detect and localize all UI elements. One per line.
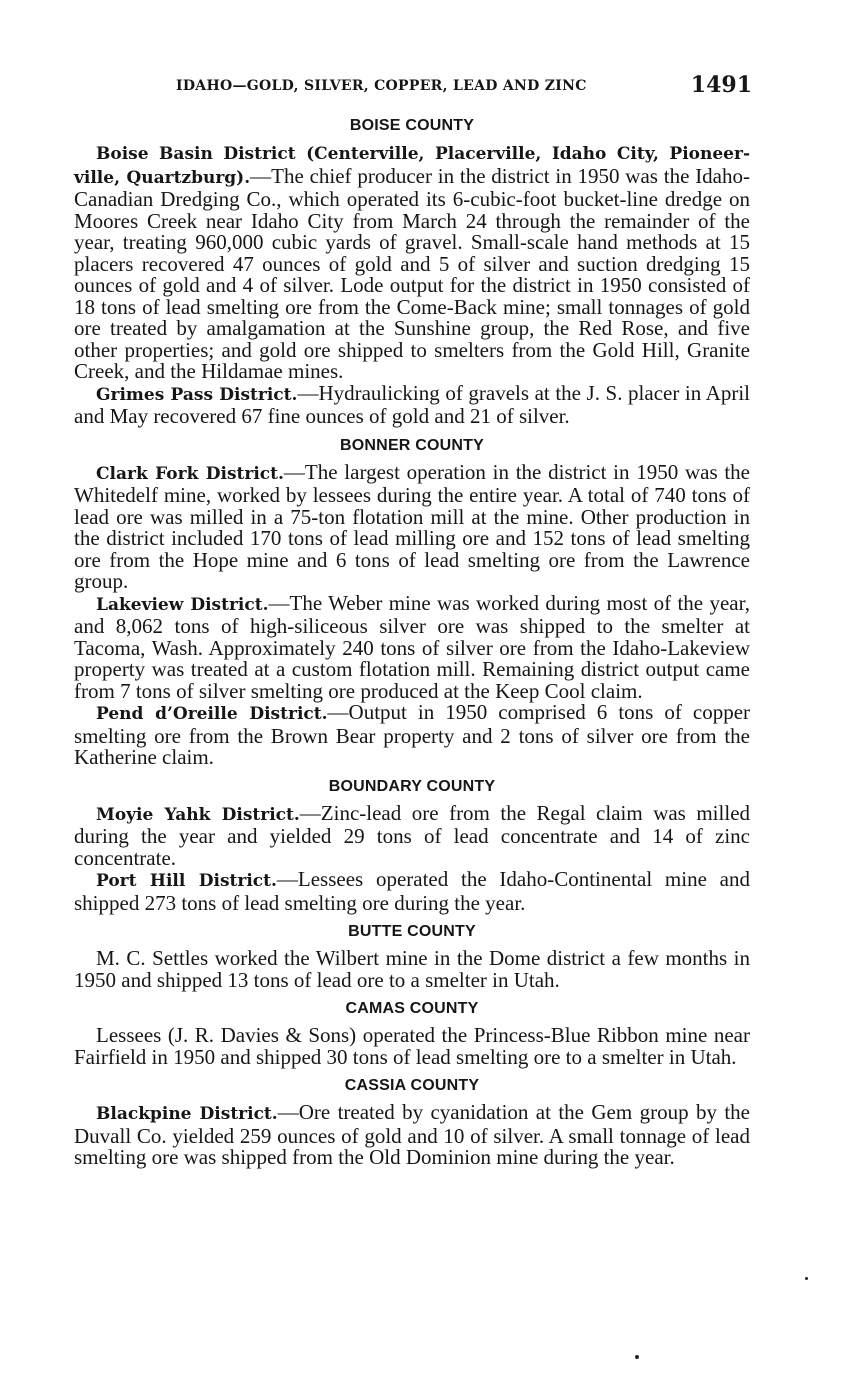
paragraph-text: —Lessees operated the Idaho-Continental mine and shipped 273 tons of lead smelting ore during the year. — [74, 867, 750, 915]
paragraph-text: —Hydraulicking of gravels at the J. S. placer in April and May recovered 67 fine ounces of gold and 21 of silver. — [74, 380, 750, 428]
section-butte-county — [74, 922, 750, 991]
district-name: Grimes Pass District. — [96, 384, 298, 405]
body-paragraph — [74, 948, 750, 991]
section-heading: CASSIA COUNTY — [344, 1077, 480, 1094]
district-name: Pend d’Oreille District. — [96, 704, 328, 724]
district-paragraph — [74, 590, 750, 703]
paragraph-text: —Ore treated by cyanidation at the Gem group by the Duvall Co. yielded 259 ounces of gold and 10 of silver. A small tonnage of lead smelting ore was shipped from the Old Dominion mine during the year. — [74, 1100, 750, 1169]
paragraph-text: —Zinc-lead ore from the Regal claim was milled during the year and yielded 29 tons of lead concentrate and 14 of zinc concentrate. — [74, 800, 751, 870]
section-boise-county — [74, 116, 750, 428]
section-heading: BUTTE COUNTY — [348, 923, 476, 940]
district-paragraph — [74, 869, 750, 914]
running-head: IDAHO—GOLD, SILVER, COPPER, LEAD AND ZINC — [176, 78, 587, 94]
section-cassia-county — [74, 1076, 750, 1169]
scan-speck — [805, 1277, 808, 1280]
district-name: Clark Fork District. — [96, 463, 284, 484]
district-paragraph — [74, 800, 751, 870]
body-paragraph — [74, 1025, 750, 1068]
district-name: Boise Basin District (Centerville, Placerville, Idaho City, Pioneer-ville, Quartzburg). — [74, 144, 750, 188]
paragraph-text: Lessees (J. R. Davies & Sons) operated the Princess-Blue Ribbon mine near Fairfield in 1950 and shipped 30 tons of lead smelting ore to a smelter in Utah. — [74, 1023, 750, 1069]
district-paragraph — [74, 459, 751, 593]
page-number: 1491 — [690, 72, 752, 98]
district-name: Port Hill District. — [96, 871, 277, 891]
paragraph-text: M. C. Settles worked the Wilbert mine in the Dome district a few months in 1950 and shipped 13 tons of lead ore to a smelter in Utah. — [74, 946, 750, 992]
district-paragraph — [74, 142, 750, 383]
paragraph-text: —The largest operation in the district in 1950 was the Whitedelf mine, worked by lessees during the entire year. A total of 740 tons of lead ore was milled in a 75-ton flotation mill at the mine. Other production in the district included 170 tons of lead milling ore and 152 tons of lead smelting ore from the Hope mine and 6 tons of lead smelting ore from the Lawrence group. — [74, 459, 751, 593]
section-heading: BOUNDARY COUNTY — [328, 777, 496, 795]
district-name: Moyie Yahk District. — [96, 804, 300, 825]
section-bonner-county — [74, 436, 750, 769]
paragraph-text: —The Weber mine was worked during most of the year, and 8,062 tons of high-siliceous silver ore was shipped to the smelter at Tacoma, Wash. Approximately 240 tons of silver ore from the Idaho-Lakeview property was treated at a custom flotation mill. Remaining district output came from 7 tons of silver smelting ore produced at the Keep Cool claim. — [74, 590, 750, 703]
page-body — [74, 116, 750, 1169]
section-heading: BOISE COUNTY — [349, 117, 475, 134]
district-name: Lakeview District. — [96, 594, 269, 615]
paragraph-text: —Output in 1950 comprised 6 tons of copper smelting ore from the Brown Bear property and 2 tons of silver ore from the Katherine claim. — [74, 700, 751, 769]
section-camas-county — [74, 999, 750, 1068]
district-paragraph — [74, 702, 750, 769]
district-paragraph — [74, 380, 750, 428]
section-heading: CAMAS COUNTY — [345, 1000, 479, 1017]
scan-speck — [635, 1355, 639, 1359]
page-header — [72, 72, 752, 104]
paragraph-text: —The chief producer in the district in 1950 was the Idaho-Canadian Dredging Co., which operated its 6-cubic-foot bucket-line dredge on Moores Creek near Idaho City from March 24 through the remainder of the year, treating 960,000 cubic yards of gravel. Small-scale hand methods at 15 placers recovered 47 ounces of gold and 5 of silver and suction dredging 15 ounces of gold and 4 of silver. Lode output for the district in 1950 consisted of 18 tons of lead smelting ore from the Come-Back mine; small tonnages of gold ore treated by amalgamation at the Sunshine group, the Red Rose, and five other properties; and gold ore shipped to smelters from the Gold Hill, Granite Creek, and the Hildamae mines. — [74, 163, 750, 383]
district-paragraph — [74, 1102, 750, 1169]
district-name: Blackpine District. — [96, 1104, 278, 1124]
section-heading: BONNER COUNTY — [340, 436, 484, 454]
section-boundary-county — [74, 777, 750, 915]
